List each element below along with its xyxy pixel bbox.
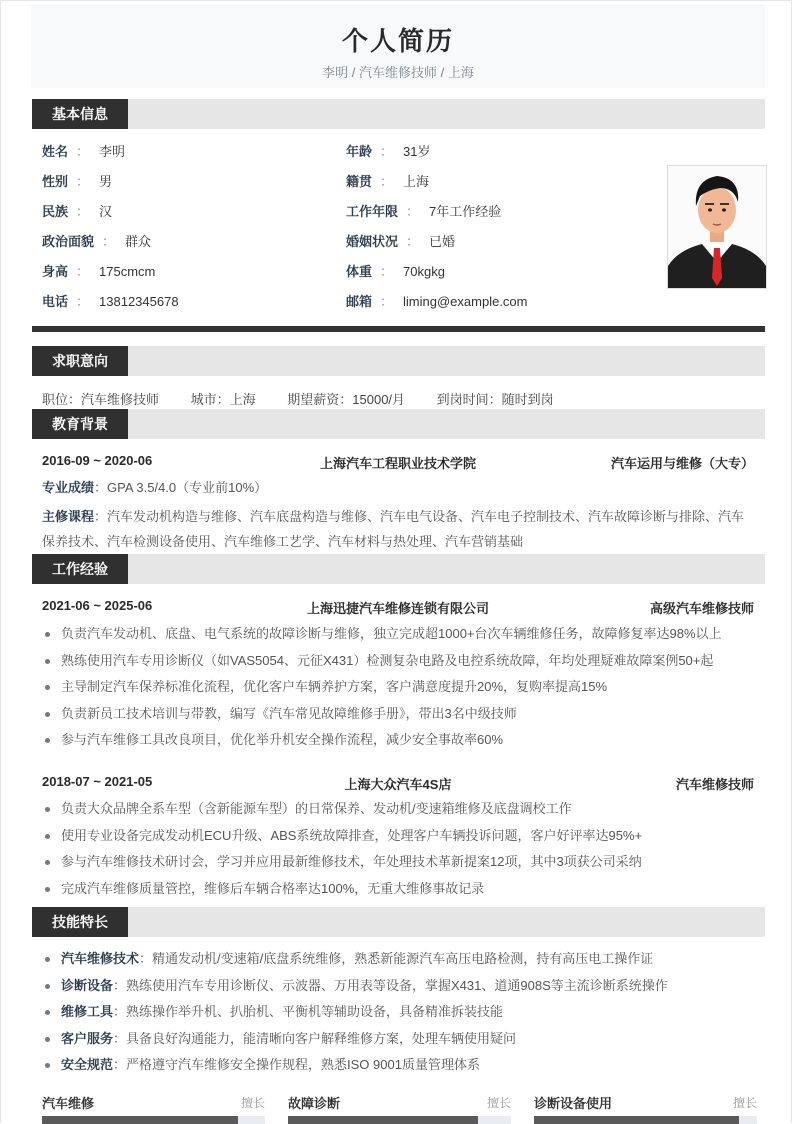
section-header-skills	[32, 907, 765, 937]
skill-bar-name: 汽车维修	[42, 1096, 95, 1111]
skill-desc: ：具备良好沟通能力，能清晰向客户解释维修方案，处理车辆使用疑问	[113, 1030, 517, 1046]
info-label: 身高	[42, 264, 69, 279]
list-item: 负责大众品牌全系车型（含新能源车型）的日常保养、发动机/变速箱维修及底盘调校工作	[42, 800, 757, 827]
info-label: 邮箱	[346, 294, 373, 309]
info-label: 电话	[42, 294, 69, 309]
work-title: 汽车维修技师	[675, 777, 754, 792]
colon: ：	[406, 204, 420, 219]
colon: ：	[76, 294, 90, 309]
section-title: 基本信息	[32, 99, 128, 129]
info-height	[42, 263, 155, 281]
info-value: 175cmcm	[99, 264, 156, 279]
education-grade	[42, 476, 757, 500]
colon: ：	[102, 234, 116, 249]
skill-bar-level: 擅长	[240, 1096, 265, 1110]
section-header-work	[32, 554, 765, 584]
intent-salary: 期望薪资：15000/月	[287, 392, 406, 407]
info-label: 政治面貌	[42, 234, 95, 249]
list-item: 完成汽车维修质量管控，维修后车辆合格率达100%，无重大维修事故记录	[42, 880, 757, 907]
colon: ：	[76, 174, 90, 189]
work-entry-header	[42, 774, 754, 792]
skill-bar-name: 诊断设备使用	[534, 1096, 613, 1111]
list-item	[42, 1030, 757, 1057]
info-label: 民族	[42, 204, 69, 219]
info-name	[42, 143, 125, 161]
skill-desc: ：熟练使用汽车专用诊断仪、示波器、万用表等设备，掌握X431、道通908S等主流诊断系统操作	[113, 977, 668, 993]
list-item: 负责新员工技术培训与带教，编写《汽车常见故障维修手册》，带出3名中级技师	[42, 705, 757, 732]
section-title: 技能特长	[32, 907, 128, 937]
avatar	[667, 165, 767, 289]
info-value: 已婚	[429, 234, 456, 249]
info-label: 籍贯	[346, 174, 373, 189]
skill-name: 维修工具	[61, 1004, 114, 1019]
info-email	[346, 293, 528, 311]
info-value: 31岁	[403, 144, 431, 159]
education-courses	[42, 504, 757, 554]
education-school: 上海汽车工程职业技术学院	[319, 456, 476, 471]
skill-name: 诊断设备	[61, 977, 114, 993]
info-value: 上海	[403, 174, 430, 189]
intent-availability: 到岗时间：随时到岗	[436, 392, 554, 407]
work-bullets	[42, 625, 757, 758]
list-item: 主导制定汽车保养标准化流程，优化客户车辆养护方案，客户满意度提升20%，复购率提高15%	[42, 678, 757, 705]
section-title: 教育背景	[32, 409, 128, 439]
intent-position: 职位：汽车维修技师	[42, 392, 160, 407]
skill-name: 汽车维修技术	[61, 951, 140, 966]
colon: ：	[406, 234, 420, 249]
grade-label: 专业成绩	[42, 480, 95, 495]
info-weight	[346, 263, 445, 281]
skill-bar-name: 故障诊断	[288, 1096, 341, 1111]
info-value: 男	[99, 174, 113, 189]
list-item	[42, 950, 757, 977]
info-value: 7年工作经验	[429, 204, 502, 219]
info-gender	[42, 173, 112, 191]
work-entry-header	[42, 598, 754, 616]
education-entry-header	[42, 453, 754, 471]
list-item	[42, 1056, 757, 1083]
skill-name: 安全规范	[61, 1057, 114, 1072]
skill-desc: ：熟练操作举升机、扒胎机、平衡机等辅助设备，具备精准拆装技能	[113, 1004, 504, 1019]
work-company: 上海迅捷汽车维修连锁有限公司	[306, 601, 489, 616]
page-title: 个人简历	[341, 26, 454, 56]
info-value: 群众	[125, 234, 152, 249]
list-item	[42, 977, 757, 1004]
info-value: 70kgkg	[403, 264, 445, 279]
section-header-education	[32, 409, 765, 439]
education-period: 2016-09 ~ 2020-06	[42, 453, 153, 468]
info-label: 婚姻状况	[346, 234, 399, 249]
section-divider	[32, 326, 765, 332]
skill-bar-level: 擅长	[486, 1096, 511, 1110]
skill-name: 客户服务	[61, 1030, 114, 1046]
info-political	[42, 233, 151, 251]
colon: ：	[76, 144, 90, 159]
info-age	[346, 143, 431, 161]
skill-bar-level: 擅长	[732, 1096, 757, 1110]
skill-bar	[42, 1093, 265, 1113]
list-item: 参与汽车维修工具改良项目，优化举升机安全操作流程，减少安全事故率60%	[42, 731, 757, 758]
grade-value: ：GPA 3.5/4.0（专业前10%）	[94, 480, 268, 495]
list-item	[42, 1003, 757, 1030]
info-value: 13812345678	[99, 294, 179, 309]
info-label: 体重	[346, 264, 373, 279]
list-item: 使用专业设备完成发动机ECU升级、ABS系统故障排查，处理客户车辆投诉问题，客户好评率达95%+	[42, 827, 757, 854]
colon: ：	[76, 264, 90, 279]
section-header-basic-info	[32, 99, 765, 129]
work-bullets	[42, 800, 757, 906]
info-label: 姓名	[42, 144, 69, 159]
colon: ：	[380, 144, 394, 159]
skill-desc: ：严格遵守汽车维修安全操作规程，熟悉ISO 9001质量管理体系	[113, 1057, 480, 1072]
courses-value: ：汽车发动机构造与维修、汽车底盘构造与维修、汽车电气设备、汽车电子控制技术、汽车故障诊断与排除、汽车保养技术、汽车检测设备使用、汽车维修工艺学、汽车材料与热处理、汽车营销基础	[42, 509, 745, 549]
list-item: 熟练使用汽车专用诊断仪（如VAS5054、元征X431）检测复杂电路及电控系统故障，年均处理疑难故障案例50+起	[42, 652, 757, 679]
info-ethnicity	[42, 203, 112, 221]
skills-list	[42, 950, 757, 1083]
info-marital	[346, 233, 455, 251]
skill-bar	[288, 1093, 511, 1113]
info-phone	[42, 293, 179, 311]
info-label: 工作年限	[346, 204, 399, 219]
section-title: 工作经验	[32, 554, 128, 584]
work-title: 高级汽车维修技师	[649, 601, 754, 616]
education-major: 汽车运用与维修（大专）	[610, 456, 754, 471]
info-value: liming@example.com	[403, 294, 528, 309]
info-value: 李明	[99, 144, 126, 159]
work-period: 2018-07 ~ 2021-05	[42, 774, 153, 789]
courses-label: 主修课程	[42, 509, 95, 524]
job-intent-row	[42, 389, 582, 408]
list-item: 参与汽车维修技术研讨会，学习并应用最新维修技术，年处理技术革新提案12项，其中3项获公司采纳	[42, 853, 757, 880]
info-work-years	[346, 203, 501, 221]
info-label: 年龄	[346, 144, 373, 159]
avatar-portrait-icon	[668, 166, 766, 288]
page-subtitle: 李明 / 汽车维修技师 / 上海	[322, 65, 474, 80]
section-header-job-intent	[32, 346, 765, 376]
resume-header	[31, 4, 765, 88]
info-value: 汉	[99, 204, 113, 219]
info-label: 性别	[42, 174, 69, 189]
section-title: 求职意向	[32, 346, 128, 376]
intent-city: 城市：上海	[190, 392, 256, 407]
colon: ：	[380, 264, 394, 279]
skill-desc: ：精通发动机/变速箱/底盘系统维修，熟悉新能源汽车高压电路检测，持有高压电工操作证	[139, 951, 654, 966]
skill-bar	[534, 1093, 757, 1113]
info-hometown	[346, 173, 429, 191]
colon: ：	[380, 174, 394, 189]
colon: ：	[76, 204, 90, 219]
colon: ：	[380, 294, 394, 309]
list-item: 负责汽车发动机、底盘、电气系统的故障诊断与维修，独立完成超1000+台次车辆维修任务，故障修复率达98%以上	[42, 625, 757, 652]
work-period: 2021-06 ~ 2025-06	[42, 598, 153, 613]
work-company: 上海大众汽车4S店	[344, 777, 452, 792]
